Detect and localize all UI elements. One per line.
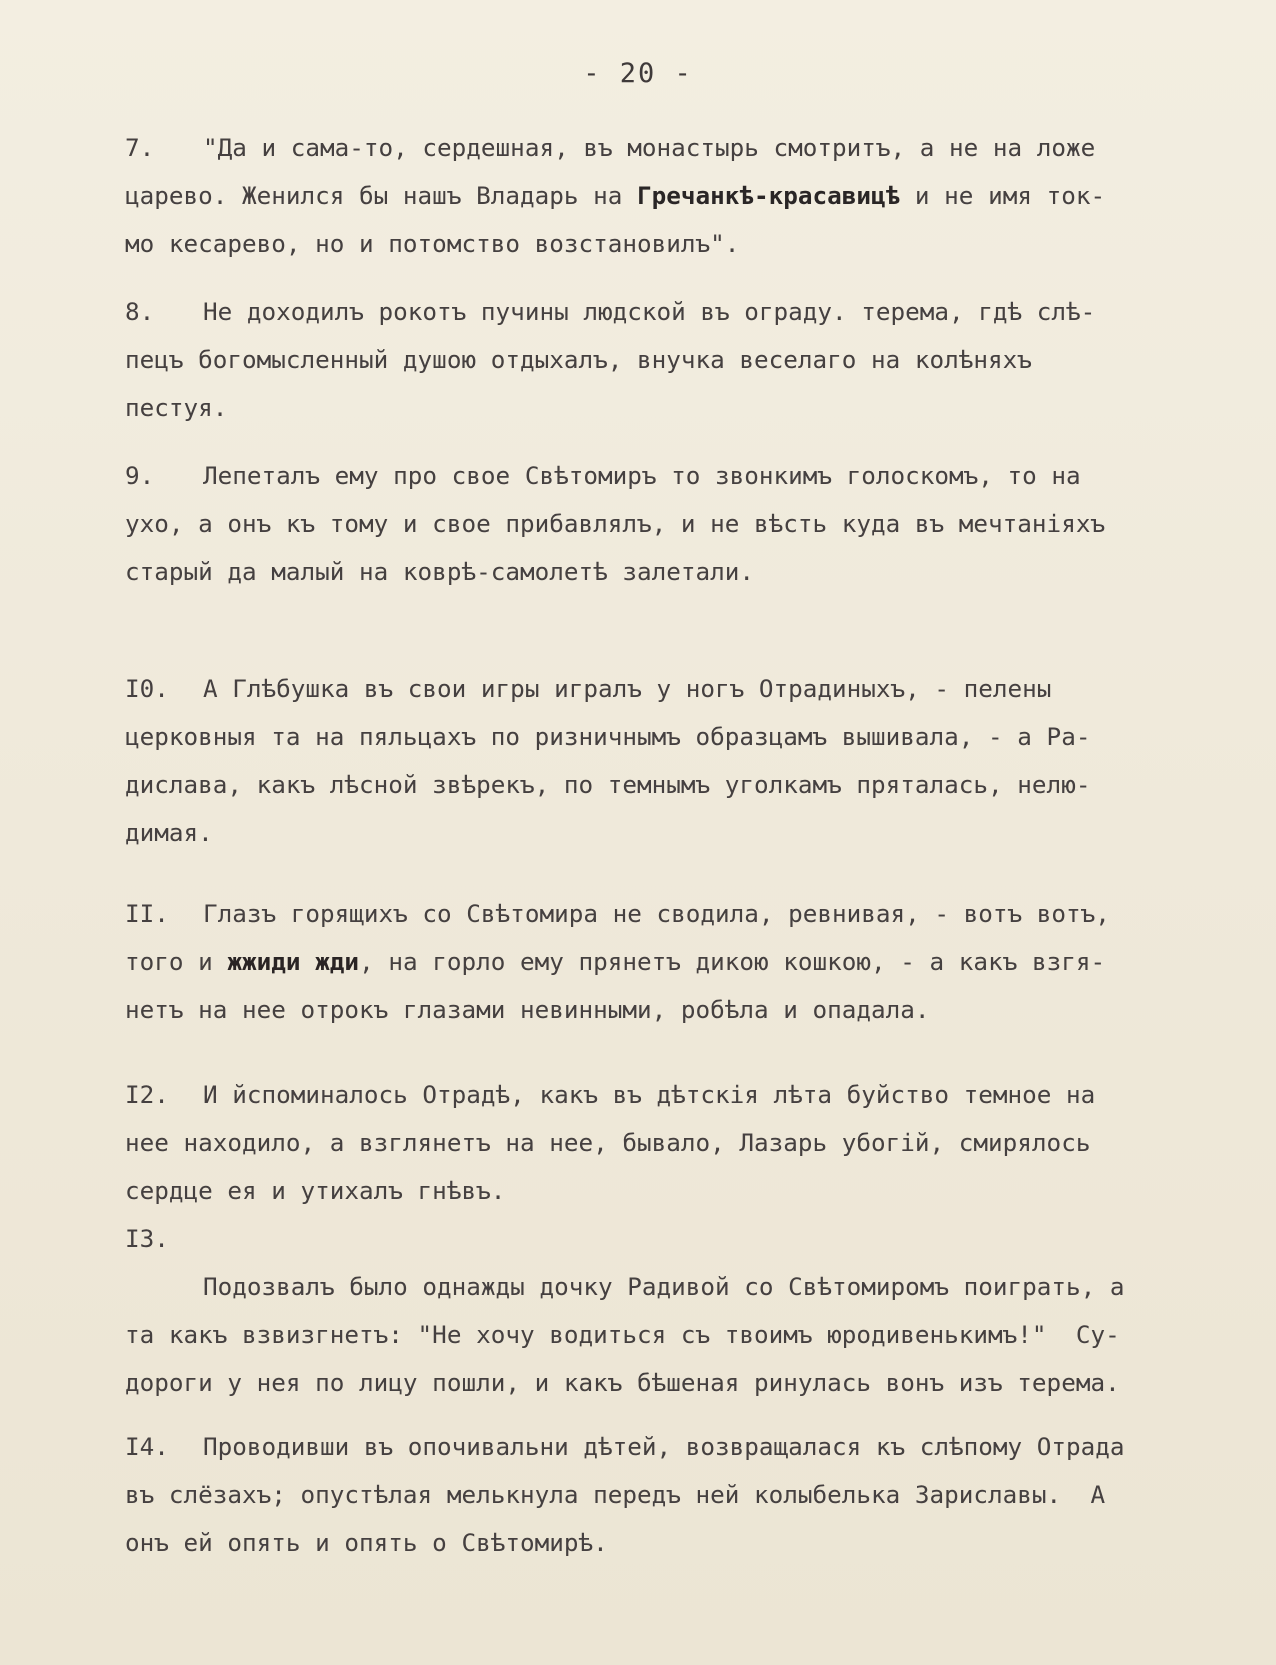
- paragraph-line: [125, 1359, 1235, 1407]
- paragraph-text: И йспоминалось Отрадѣ, какъ въ дѣтскія лѣта буйство темное на: [203, 1080, 1096, 1109]
- paragraph-text: Лепеталъ ему про свое Свѣтомиръ то звонкимъ голоскомъ, то на: [203, 461, 1081, 490]
- paragraph-10: [125, 665, 1235, 857]
- paragraph-line: [125, 665, 1235, 713]
- paragraph-text: онъ ей опять и опять о Свѣтомирѣ.: [125, 1528, 608, 1557]
- paragraph-line: [125, 124, 1235, 172]
- paragraph-number: II.: [125, 899, 169, 928]
- paragraph-line: [125, 1311, 1235, 1359]
- paragraph-line: [125, 384, 1235, 432]
- paragraph-line: [125, 1423, 1235, 1471]
- paragraph-number: I4.: [125, 1432, 169, 1461]
- paragraph-line: [125, 288, 1235, 336]
- paragraph-line: [125, 548, 1235, 596]
- paragraph-line: [125, 938, 1235, 986]
- retyped-word: Гречанкѣ-красавицѣ: [636, 181, 901, 210]
- paragraph-line: [125, 452, 1235, 500]
- paragraph-number: I2.: [125, 1080, 169, 1109]
- paragraph-9: [125, 452, 1235, 596]
- paragraph-text: сердце ея и утихалъ гнѣвъ.: [125, 1176, 506, 1205]
- paragraph-text: царево. Женился бы нашъ Владарь на: [125, 181, 637, 210]
- paragraph-text: нее находило, а взглянетъ на нее, бывало, Лазарь убогій, смирялось: [125, 1128, 1091, 1157]
- paragraph-text: , на горло ему прянетъ дикою кошкою, - а какъ взгя-: [359, 947, 1106, 976]
- paragraph-line: [125, 890, 1235, 938]
- paragraph-line: [125, 1519, 1235, 1567]
- paragraph-line: [125, 336, 1235, 384]
- paragraph-line: [125, 1119, 1235, 1167]
- paragraph-text: мо кесарево, но и потомство возстановилъ".: [125, 229, 740, 258]
- paragraph-text: "Да и сама-то, сердешная, въ монастырь смотритъ, а не на ложе: [203, 133, 1096, 162]
- paragraph-8: [125, 288, 1235, 432]
- paragraph-11: [125, 890, 1235, 1034]
- paragraph-line: [125, 1167, 1235, 1215]
- paragraph-text: нетъ на нее отрокъ глазами невинными, робѣла и опадала.: [125, 995, 930, 1024]
- paragraph-text: пецъ богомысленный душою отдыхалъ, внучка веселаго на колѣняхъ: [125, 345, 1032, 374]
- paragraph-line: [125, 220, 1235, 268]
- paragraph-line: [125, 172, 1235, 220]
- paragraph-line: [125, 1471, 1235, 1519]
- paragraph-text: Глазъ горящихъ со Свѣтомира не сводила, ревнивая, - вотъ вотъ,: [203, 899, 1110, 928]
- paragraph-text: въ слёзахъ; опустѣлая мелькнула передъ ней колыбелька Зариславы. А: [125, 1480, 1106, 1509]
- paragraph-number: 7.: [125, 133, 155, 162]
- paragraph-text: старый да малый на коврѣ-самолетѣ залетали.: [125, 557, 755, 586]
- paragraph-text: и не имя ток-: [900, 181, 1106, 210]
- paragraph-line: [125, 1215, 1235, 1263]
- paragraph-12: [125, 1071, 1235, 1215]
- paragraph-number: 9.: [125, 461, 155, 490]
- paragraph-text: Подозвалъ было однажды дочку Радивой со Свѣтомиромъ поиграть, а: [203, 1272, 1125, 1301]
- paragraph-number: I0.: [125, 674, 169, 703]
- paragraph-text: того и: [125, 947, 228, 976]
- paragraph-line: [125, 500, 1235, 548]
- paragraph-text: А Глѣбушка въ свои игры игралъ у ногъ Отрадиныхъ, - пелены: [203, 674, 1052, 703]
- paragraph-text: димая.: [125, 818, 213, 847]
- paragraph-line: [125, 1263, 1235, 1311]
- paragraph-text: дислава, какъ лѣсной звѣрекъ, по темнымъ уголкамъ пряталась, нелю-: [125, 770, 1091, 799]
- paragraph-text: Проводивши въ опочивальни дѣтей, возвращалася къ слѣпому Отрада: [203, 1432, 1125, 1461]
- paragraph-number: 8.: [125, 297, 155, 326]
- page-number: - 20 -: [583, 58, 693, 89]
- paragraph-line: [125, 809, 1235, 857]
- paragraph-text: пестуя.: [125, 393, 228, 422]
- paragraph-line: [125, 1071, 1235, 1119]
- paragraph-line: [125, 986, 1235, 1034]
- paragraph-number: I3.: [125, 1224, 169, 1253]
- paragraph-line: [125, 761, 1235, 809]
- paragraph-line: [125, 713, 1235, 761]
- struck-out-word: жжиди жди: [227, 947, 360, 976]
- paragraph-text: ухо, а онъ къ тому и свое прибавлялъ, и не вѣсть куда въ мечтаніяхъ: [125, 509, 1106, 538]
- paragraph-text: Не доходилъ рокотъ пучины людской въ ограду. терема, гдѣ слѣ-: [203, 297, 1096, 326]
- paragraph-text: церковныя та на пяльцахъ по ризничнымъ образцамъ вышивала, - а Ра-: [125, 722, 1091, 751]
- paragraph-7: [125, 124, 1235, 268]
- paragraph-13: [125, 1215, 1235, 1407]
- paragraph-14: [125, 1423, 1235, 1567]
- paragraph-text: дороги у нея по лицу пошли, и какъ бѣшеная ринулась вонъ изъ терема.: [125, 1368, 1120, 1397]
- paragraph-text: та какъ взвизгнетъ: "Не хочу водиться съ твоимъ юродивенькимъ!" Су-: [125, 1320, 1120, 1349]
